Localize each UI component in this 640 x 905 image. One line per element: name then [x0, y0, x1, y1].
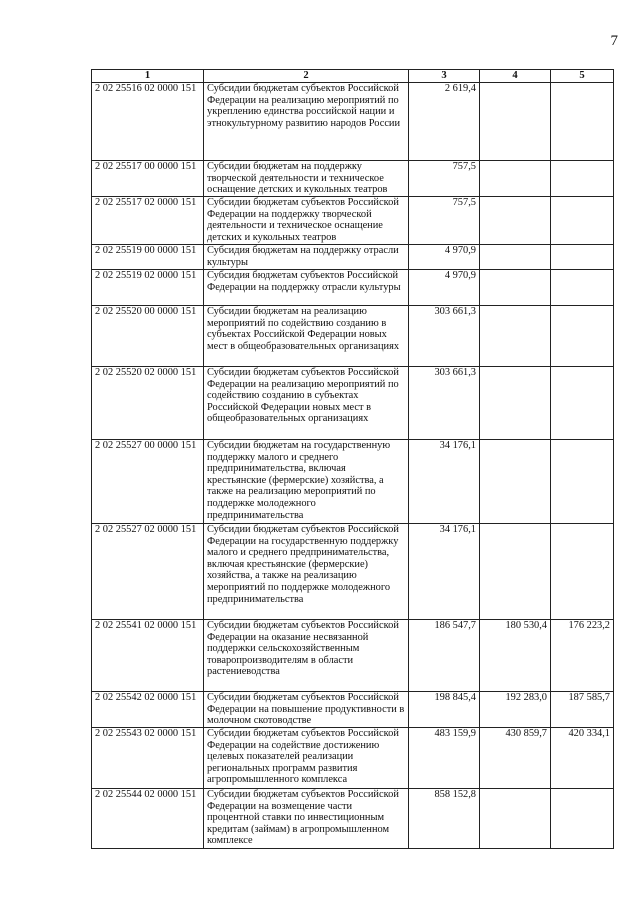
row-name: Субсидии бюджетам субъектов Российской Федерации на оказание несвязанной поддержки сельскохозяйственным товаропроизводителям в области растениеводства	[204, 620, 409, 692]
table-header-row	[92, 70, 614, 83]
row-value-5	[551, 197, 614, 245]
table-row	[92, 306, 614, 367]
table-row	[92, 270, 614, 306]
row-code: 2 02 25543 02 0000 151	[92, 728, 204, 789]
row-value-5	[551, 83, 614, 161]
row-value-3: 4 970,9	[409, 245, 480, 270]
row-name: Субсидии бюджетам субъектов Российской Федерации на государственную поддержку малого и среднего предпринимательства, включая крестьянские (фермерские) хозяйства, а также на реализацию мероприятий по поддержке молодежного предпринимательства	[204, 524, 409, 620]
column-header-3: 3	[409, 70, 480, 83]
column-header-1: 1	[92, 70, 204, 83]
row-code: 2 02 25519 00 0000 151	[92, 245, 204, 270]
row-name: Субсидии бюджетам субъектов Российской Федерации на реализацию мероприятий по содействию созданию в субъектах Российской Федерации новых мест в общеобразовательных организациях	[204, 367, 409, 440]
row-value-5: 176 223,2	[551, 620, 614, 692]
row-code: 2 02 25519 02 0000 151	[92, 270, 204, 306]
row-value-4	[480, 161, 551, 197]
row-value-3: 34 176,1	[409, 524, 480, 620]
row-code: 2 02 25527 00 0000 151	[92, 440, 204, 524]
row-name: Субсидия бюджетам субъектов Российской Федерации на поддержку отрасли культуры	[204, 270, 409, 306]
row-value-3: 4 970,9	[409, 270, 480, 306]
table-row	[92, 728, 614, 789]
row-value-5	[551, 524, 614, 620]
row-code: 2 02 25517 02 0000 151	[92, 197, 204, 245]
row-name: Субсидии бюджетам субъектов Российской Федерации на реализацию мероприятий по укреплению единства российской нации и этнокультурному развитию народов России	[204, 83, 409, 161]
row-value-5	[551, 270, 614, 306]
row-value-3: 2 619,4	[409, 83, 480, 161]
row-value-5: 187 585,7	[551, 692, 614, 728]
row-code: 2 02 25516 02 0000 151	[92, 83, 204, 161]
row-code: 2 02 25520 00 0000 151	[92, 306, 204, 367]
row-value-4	[480, 245, 551, 270]
column-header-4: 4	[480, 70, 551, 83]
row-name: Субсидия бюджетам на поддержку отрасли культуры	[204, 245, 409, 270]
table-row	[92, 161, 614, 197]
table-row	[92, 197, 614, 245]
row-value-3: 757,5	[409, 197, 480, 245]
row-name: Субсидии бюджетам субъектов Российской Федерации на повышение продуктивности в молочном скотоводстве	[204, 692, 409, 728]
row-value-5	[551, 161, 614, 197]
budget-table	[91, 69, 614, 849]
row-value-3: 757,5	[409, 161, 480, 197]
row-value-3: 858 152,8	[409, 789, 480, 849]
table-row	[92, 692, 614, 728]
table-row	[92, 367, 614, 440]
row-value-5	[551, 367, 614, 440]
row-value-3: 303 661,3	[409, 306, 480, 367]
row-name: Субсидии бюджетам на поддержку творческой деятельности и техническое оснащение детских и кукольных театров	[204, 161, 409, 197]
table-row	[92, 620, 614, 692]
row-code: 2 02 25520 02 0000 151	[92, 367, 204, 440]
table-row	[92, 440, 614, 524]
row-code: 2 02 25542 02 0000 151	[92, 692, 204, 728]
row-value-4	[480, 440, 551, 524]
row-value-4	[480, 306, 551, 367]
row-name: Субсидии бюджетам субъектов Российской Федерации на возмещение части процентной ставки по инвестиционным кредитам (займам) в агропромышленном комплексе	[204, 789, 409, 849]
row-value-4: 430 859,7	[480, 728, 551, 789]
row-code: 2 02 25541 02 0000 151	[92, 620, 204, 692]
row-name: Субсидии бюджетам на реализацию мероприятий по содействию созданию в субъектах Российской Федерации новых мест в общеобразовательных организациях	[204, 306, 409, 367]
table-row	[92, 83, 614, 161]
table-row	[92, 789, 614, 849]
row-value-5	[551, 440, 614, 524]
row-value-3: 198 845,4	[409, 692, 480, 728]
row-name: Субсидии бюджетам на государственную поддержку малого и среднего предпринимательства, включая крестьянские (фермерские) хозяйства, а также на реализацию мероприятий по поддержке молодежного предпринимательства	[204, 440, 409, 524]
row-value-3: 34 176,1	[409, 440, 480, 524]
row-value-4: 180 530,4	[480, 620, 551, 692]
row-name: Субсидии бюджетам субъектов Российской Федерации на поддержку творческой деятельности и техническое оснащение детских и кукольных театров	[204, 197, 409, 245]
row-value-5	[551, 306, 614, 367]
row-value-3: 186 547,7	[409, 620, 480, 692]
row-value-4	[480, 789, 551, 849]
row-value-5	[551, 245, 614, 270]
row-value-5	[551, 789, 614, 849]
row-value-5: 420 334,1	[551, 728, 614, 789]
page-number: 7	[610, 33, 618, 49]
column-header-5: 5	[551, 70, 614, 83]
table-row	[92, 245, 614, 270]
row-value-4	[480, 524, 551, 620]
row-value-4	[480, 83, 551, 161]
table-row	[92, 524, 614, 620]
row-code: 2 02 25527 02 0000 151	[92, 524, 204, 620]
row-value-4	[480, 270, 551, 306]
row-name: Субсидии бюджетам субъектов Российской Федерации на содействие достижению целевых показателей реализации региональных программ развития агропромышленного комплекса	[204, 728, 409, 789]
column-header-2: 2	[204, 70, 409, 83]
row-value-4: 192 283,0	[480, 692, 551, 728]
row-value-3: 483 159,9	[409, 728, 480, 789]
row-code: 2 02 25517 00 0000 151	[92, 161, 204, 197]
row-value-4	[480, 197, 551, 245]
row-value-3: 303 661,3	[409, 367, 480, 440]
row-code: 2 02 25544 02 0000 151	[92, 789, 204, 849]
row-value-4	[480, 367, 551, 440]
